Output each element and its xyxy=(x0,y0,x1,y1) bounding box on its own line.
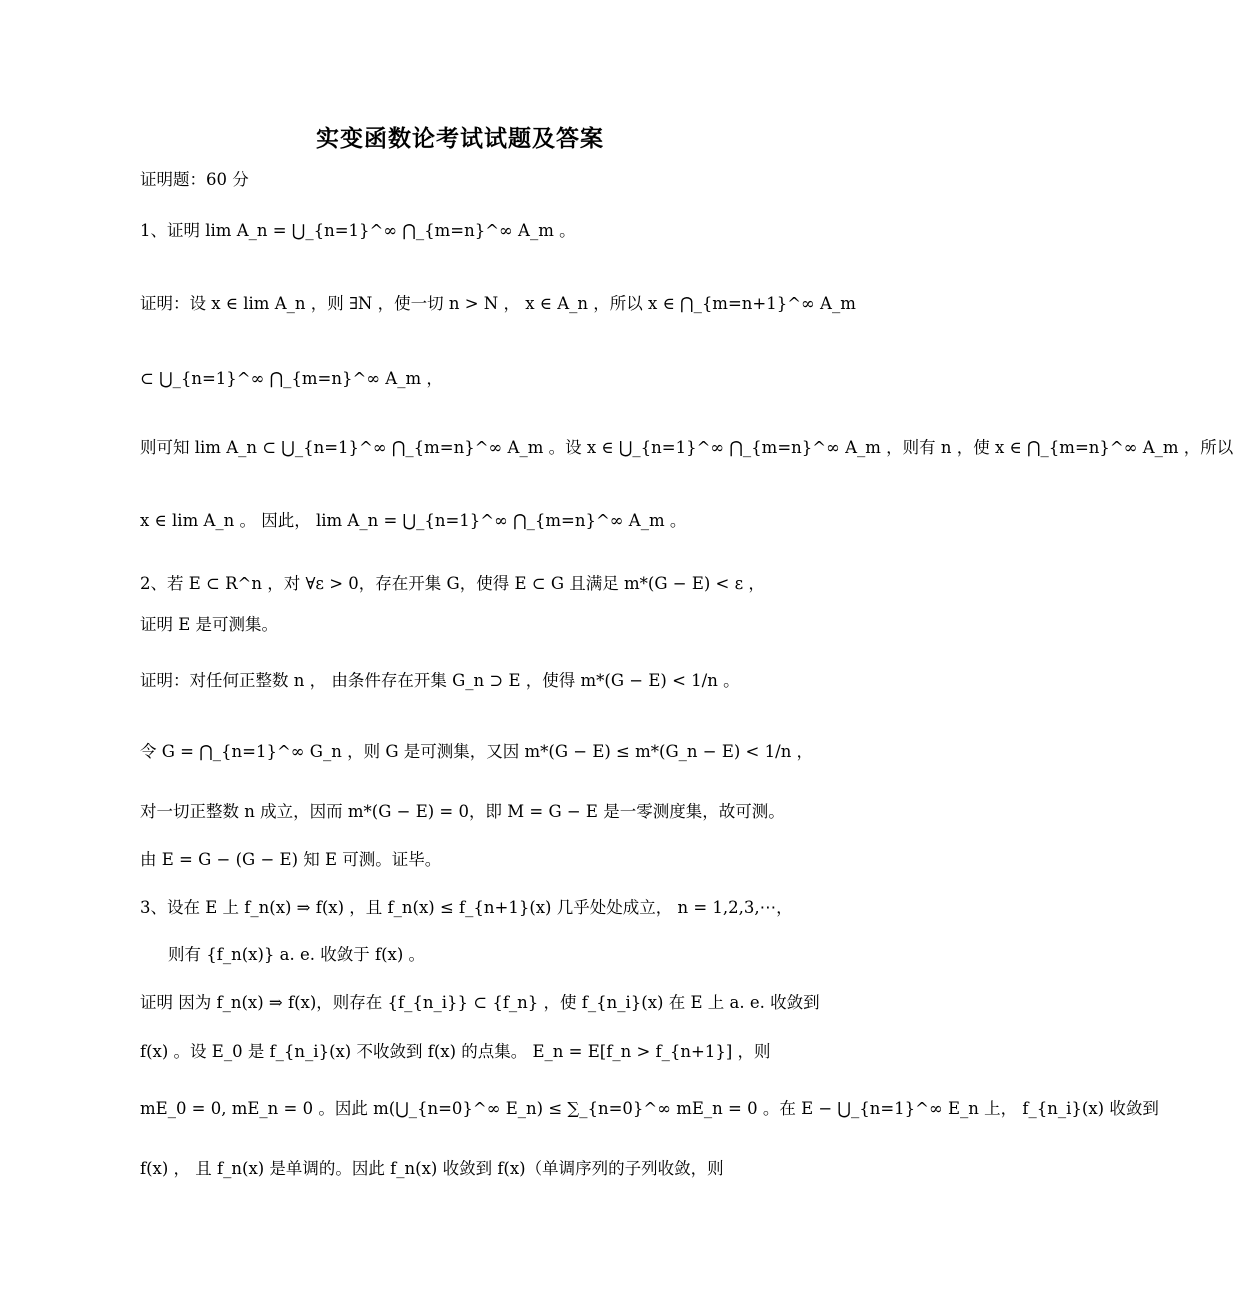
proof-3-line-4: f(x) ， 且 f_n(x) 是单调的。因此 f_n(x) 收敛到 f(x)（单调序列的子列收敛，则 xyxy=(140,1159,724,1178)
problem-3-statement: 3、设在 E 上 f_n(x) ⇒ f(x) ，且 f_n(x) ≤ f_{n+1}(x) 几乎处处成立， n = 1,2,3,⋯， xyxy=(140,898,793,917)
proof-1-line-1: 证明：设 x ∈ lim A_n ，则 ∃N ，使一切 n > N ， x ∈ A_n ，所以 x ∈ ⋂_{m=n+1}^∞ A_m xyxy=(140,294,856,313)
problem-2-claim: 证明 E 是可测集。 xyxy=(140,615,279,634)
proof-3-line-1: 证明 因为 f_n(x) ⇒ f(x)，则存在 {f_{n_i}} ⊂ {f_n} ，使 f_{n_i}(x) 在 E 上 a. e. 收敛到 xyxy=(140,993,820,1012)
proof-1-line-3: 则可知 lim A_n ⊂ ⋃_{n=1}^∞ ⋂_{m=n}^∞ A_m 。设 x ∈ ⋃_{n=1}^∞ ⋂_{m=n}^∞ A_m ，则有 n ，使 x ∈ ⋂_{m=n}^∞ A_m ，所以 xyxy=(140,438,1233,457)
proof-2-line-1: 证明：对任何正整数 n ， 由条件存在开集 G_n ⊃ E ，使得 m*(G − E) < 1/n 。 xyxy=(140,671,740,690)
proof-3-line-3: mE_0 = 0, mE_n = 0 。因此 m(⋃_{n=0}^∞ E_n) ≤ ∑_{n=0}^∞ mE_n = 0 。在 E − ⋃_{n=1}^∞ E_n 上， f_{n_i}(x) 收敛到 xyxy=(140,1099,1159,1118)
problem-1-statement: 1、证明 lim A_n = ⋃_{n=1}^∞ ⋂_{m=n}^∞ A_m 。 xyxy=(140,221,576,240)
section-heading: 证明题：60 分 xyxy=(140,170,249,189)
proof-1-line-2: ⊂ ⋃_{n=1}^∞ ⋂_{m=n}^∞ A_m ， xyxy=(140,369,443,388)
proof-1-conclusion: x ∈ lim A_n 。 因此， lim A_n = ⋃_{n=1}^∞ ⋂_{m=n}^∞ A_m 。 xyxy=(140,511,687,530)
proof-3-line-2: f(x) 。设 E_0 是 f_{n_i}(x) 不收敛到 f(x) 的点集。 E_n = E[f_n > f_{n+1}] ，则 xyxy=(140,1042,771,1061)
page-title: 实变函数论考试试题及答案 xyxy=(316,125,604,152)
problem-3-claim: 则有 {f_n(x)} a. e. 收敛于 f(x) 。 xyxy=(168,945,426,964)
proof-2-line-2: 令 G = ⋂_{n=1}^∞ G_n ，则 G 是可测集，又因 m*(G − E) ≤ m*(G_n − E) < 1/n ， xyxy=(140,742,814,761)
proof-2-line-3: 对一切正整数 n 成立，因而 m*(G − E) = 0，即 M = G − E 是一零测度集，故可测。 xyxy=(140,802,785,821)
problem-2-statement: 2、若 E ⊂ R^n ，对 ∀ε > 0，存在开集 G，使得 E ⊂ G 且满足 m*(G − E) < ε ， xyxy=(140,574,765,593)
proof-2-conclusion: 由 E = G − (G − E) 知 E 可测。证毕。 xyxy=(140,850,442,869)
